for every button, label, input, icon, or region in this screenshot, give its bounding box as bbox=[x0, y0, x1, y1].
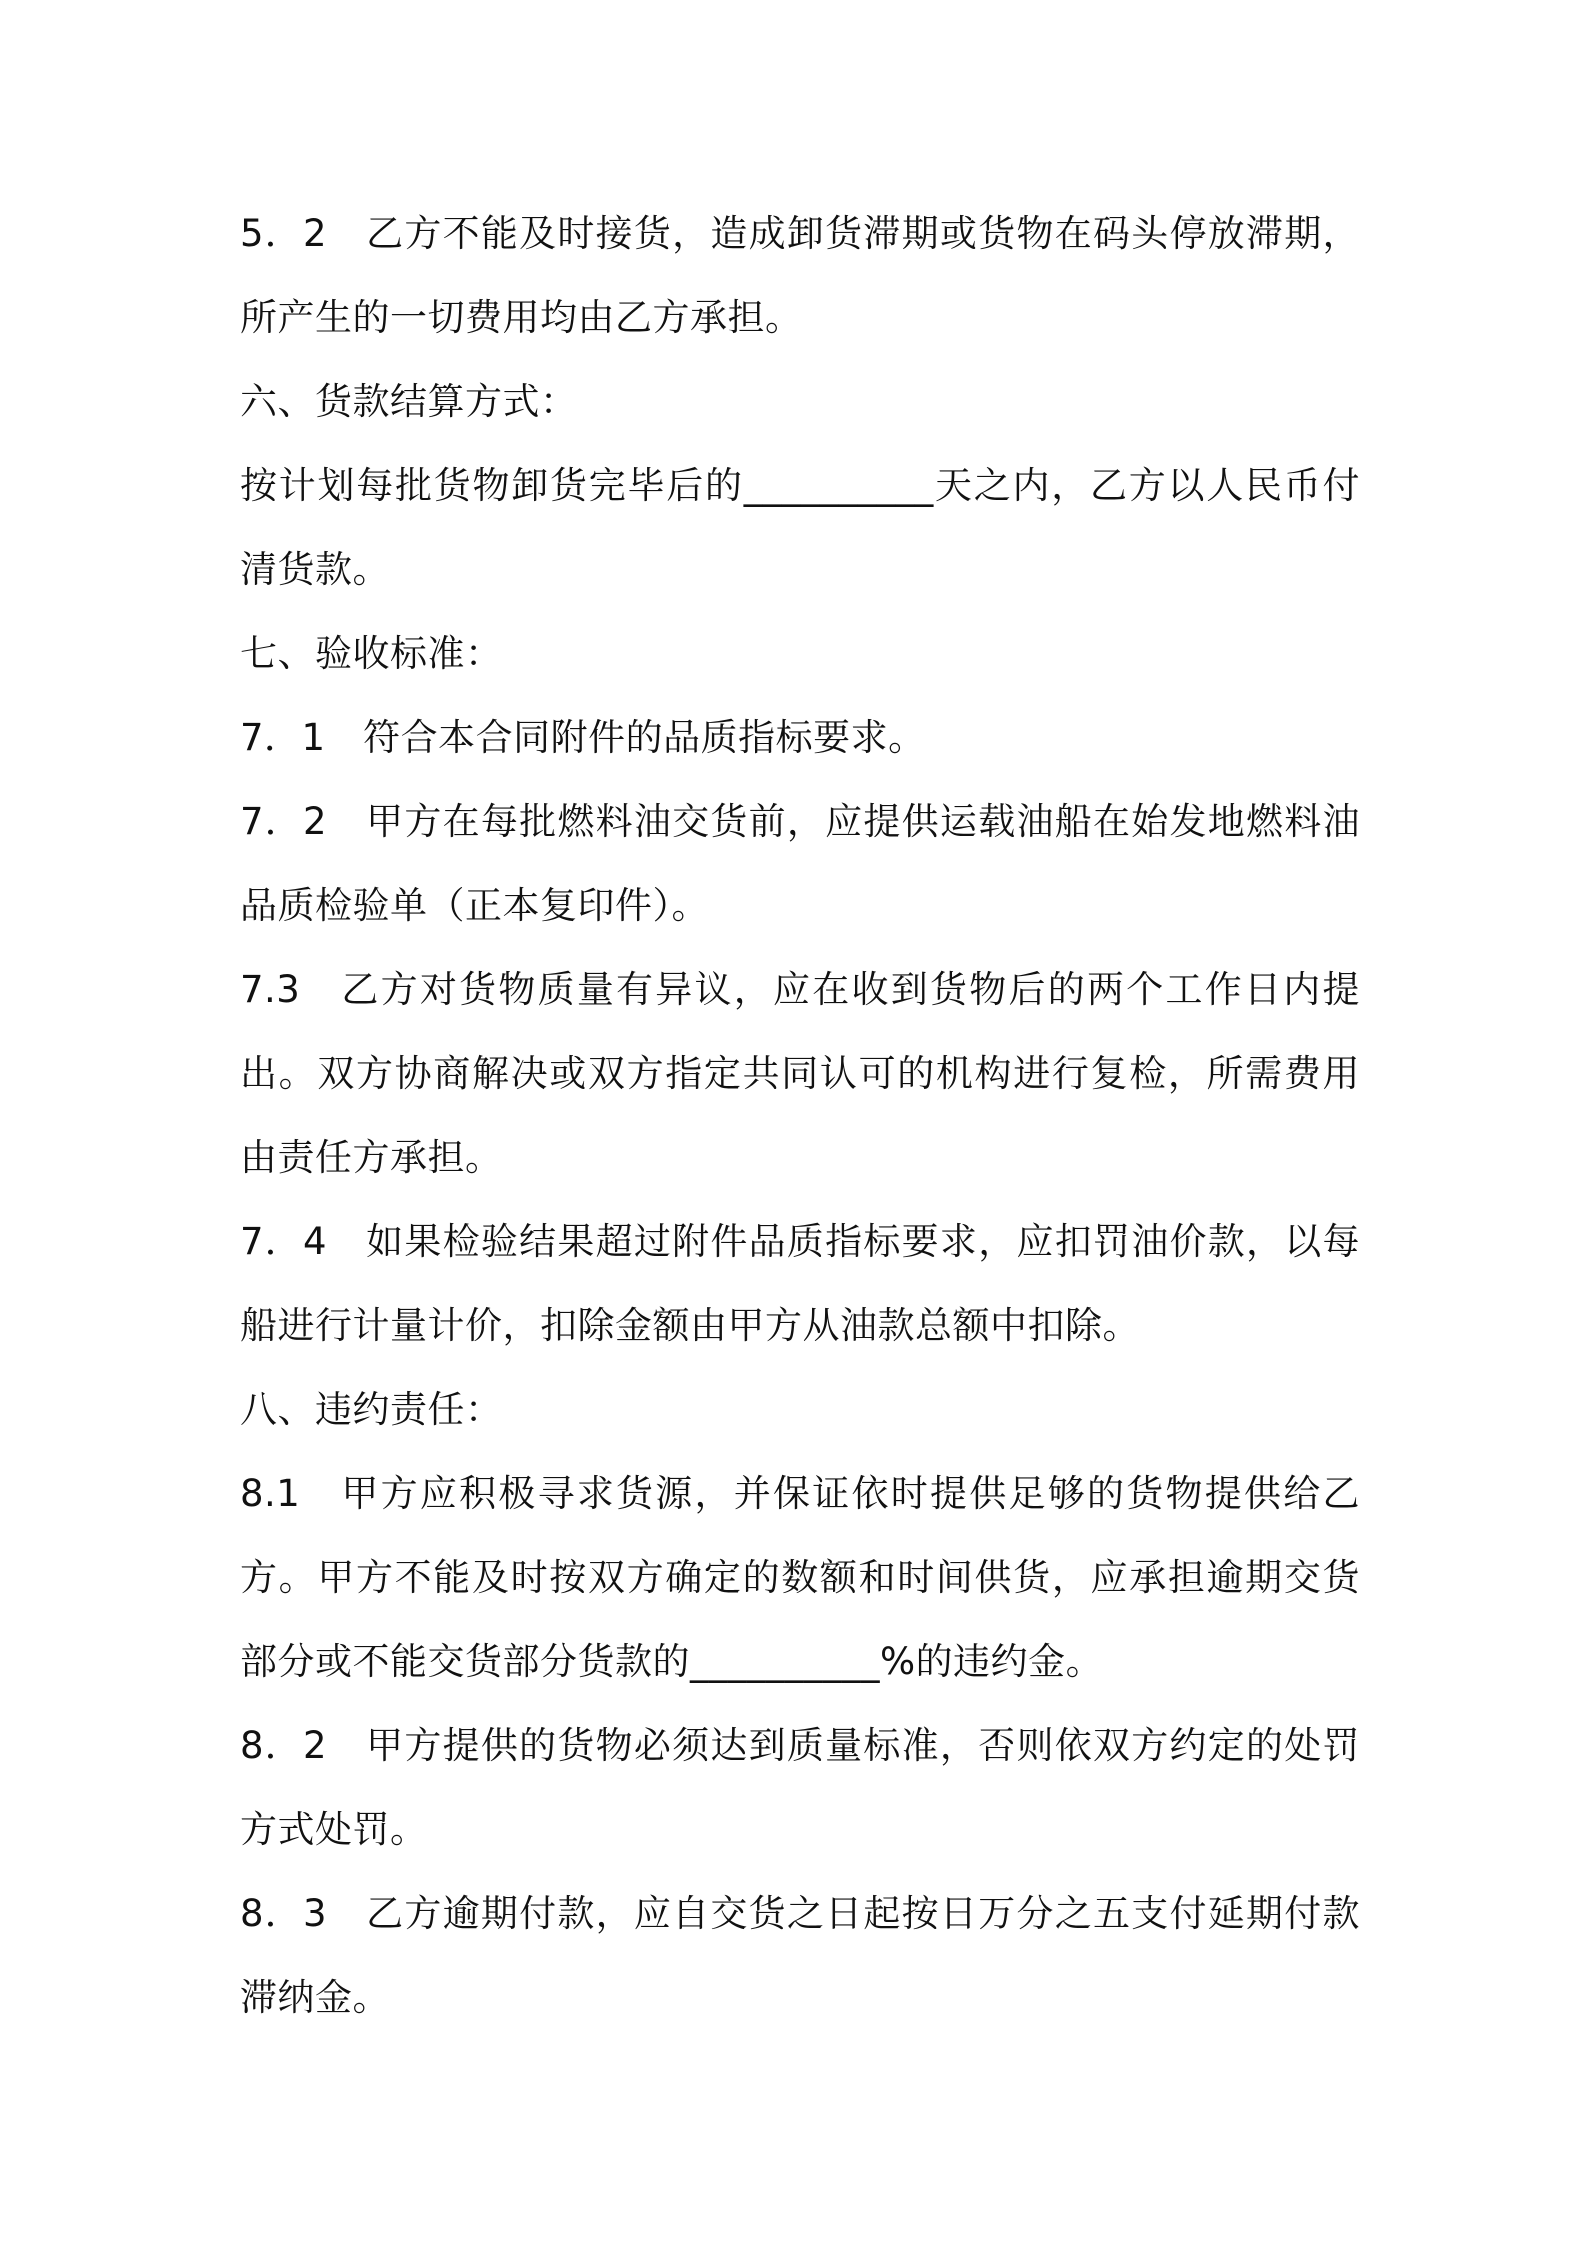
clause-7-3: 7.3 乙方对货物质量有异议，应在收到货物后的两个工作日内提出。双方协商解决或双方指定共同认可的机构进行复检，所需费用由责任方承担。 bbox=[240, 968, 1360, 1179]
section-6-heading: 六、货款结算方式： bbox=[240, 380, 578, 423]
clause-7-4: 7．4 如果检验结果超过附件品质指标要求，应扣罚油价款，以每船进行计量计价，扣除金额由甲方从油款总额中扣除。 bbox=[240, 1220, 1360, 1347]
section-8-heading: 八、违约责任： bbox=[240, 1388, 503, 1431]
clause-8-1: 8.1 甲方应积极寻求货源，并保证依时提供足够的货物提供给乙方。甲方不能及时按双方确定的数额和时间供货，应承担逾期交货部分或不能交货部分货款的__________%的违约金。 bbox=[240, 1472, 1360, 1683]
clause-6-payment: 按计划每批货物卸货完毕后的__________天之内，乙方以人民币付清货款。 bbox=[240, 464, 1360, 591]
clause-7-2: 7．2 甲方在每批燃料油交货前，应提供运载油船在始发地燃料油品质检验单（正本复印件）。 bbox=[240, 800, 1360, 927]
clause-8-2: 8．2 甲方提供的货物必须达到质量标准，否则依双方约定的处罚方式处罚。 bbox=[240, 1724, 1360, 1851]
clause-7-1: 7．1 符合本合同附件的品质指标要求。 bbox=[240, 716, 926, 759]
clause-8-3: 8．3 乙方逾期付款，应自交货之日起按日万分之五支付延期付款滞纳金。 bbox=[240, 1892, 1360, 2019]
document-body bbox=[240, 192, 1360, 2040]
clause-5-2: 5．2 乙方不能及时接货，造成卸货滞期或货物在码头停放滞期，所产生的一切费用均由乙方承担。 bbox=[240, 212, 1360, 339]
section-7-heading: 七、验收标准： bbox=[240, 632, 503, 675]
